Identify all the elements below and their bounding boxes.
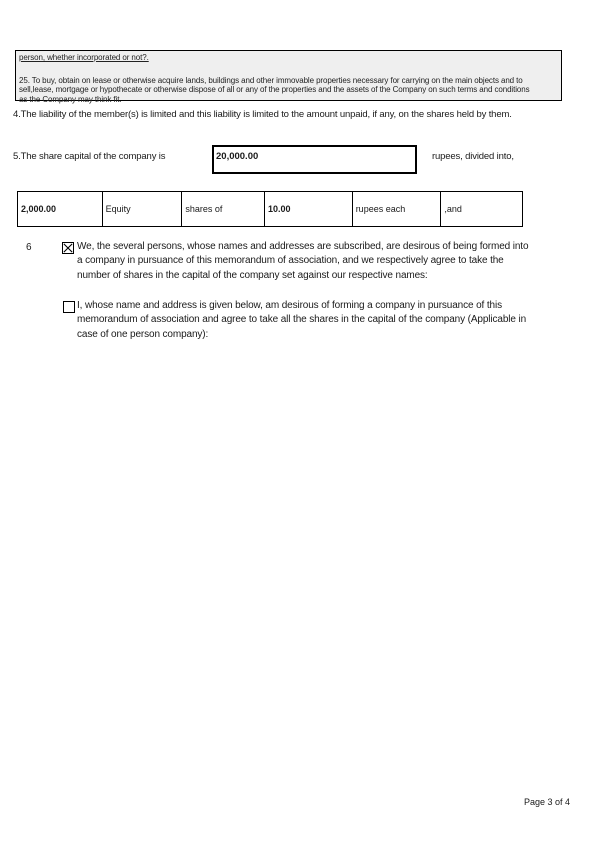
share-class-cell[interactable]: Equity xyxy=(103,192,183,226)
share-count-cell[interactable]: 2,000.00 xyxy=(18,192,103,226)
multi-person-option-text: We, the several persons, whose names and addresses are subscribed, are desirous of being formed into a company in pursuance of this memorandum of association, and we respectively agree to take the number of shares in the capital of the company set against our respective names: xyxy=(77,241,529,281)
checkbox-x-mark-icon xyxy=(63,243,73,253)
multi-person-checkbox[interactable] xyxy=(62,242,74,254)
share-capital-amount-field[interactable]: 20,000.00 xyxy=(212,145,417,174)
clause-6-number: 6 xyxy=(26,242,32,253)
one-person-checkbox[interactable] xyxy=(63,301,75,313)
clause-continuation-box xyxy=(15,50,562,104)
clause-4-liability-text: 4.The liability of the member(s) is limited and this liability is limited to the amount unpaid, if any, on the shares held by them. xyxy=(13,109,512,120)
page-number: Page 3 of 4 xyxy=(523,797,570,807)
shares-of-label-cell: shares of xyxy=(182,192,265,226)
rupees-each-label-cell: rupees each xyxy=(353,192,442,226)
clause-24-fragment: person, whether incorporated or not?. xyxy=(19,53,149,62)
one-person-option-text: I, whose name and address is given below, am desirous of forming a company in pursuance of this memorandum of association and agree to take all the shares in the capital of the company (Applicable in case of one person company): xyxy=(77,300,527,340)
and-label-cell: ,and xyxy=(444,204,462,214)
clause-25-text: 25. To buy, obtain on lease or otherwise acquire lands, buildings and other immovable properties necessary for carrying on the main objects and to sell,lease, mortgage or hypothecate or otherwise dispose of all or any of the properties and the assets of the Company on such terms and conditions as the Company may think fit. xyxy=(19,75,530,104)
share-value-cell[interactable]: 10.00 xyxy=(265,192,353,226)
share-division-table xyxy=(17,191,523,227)
clause-5-suffix-label: rupees, divided into, xyxy=(432,151,514,162)
clause-5-prefix-label: 5.The share capital of the company is xyxy=(13,151,166,162)
